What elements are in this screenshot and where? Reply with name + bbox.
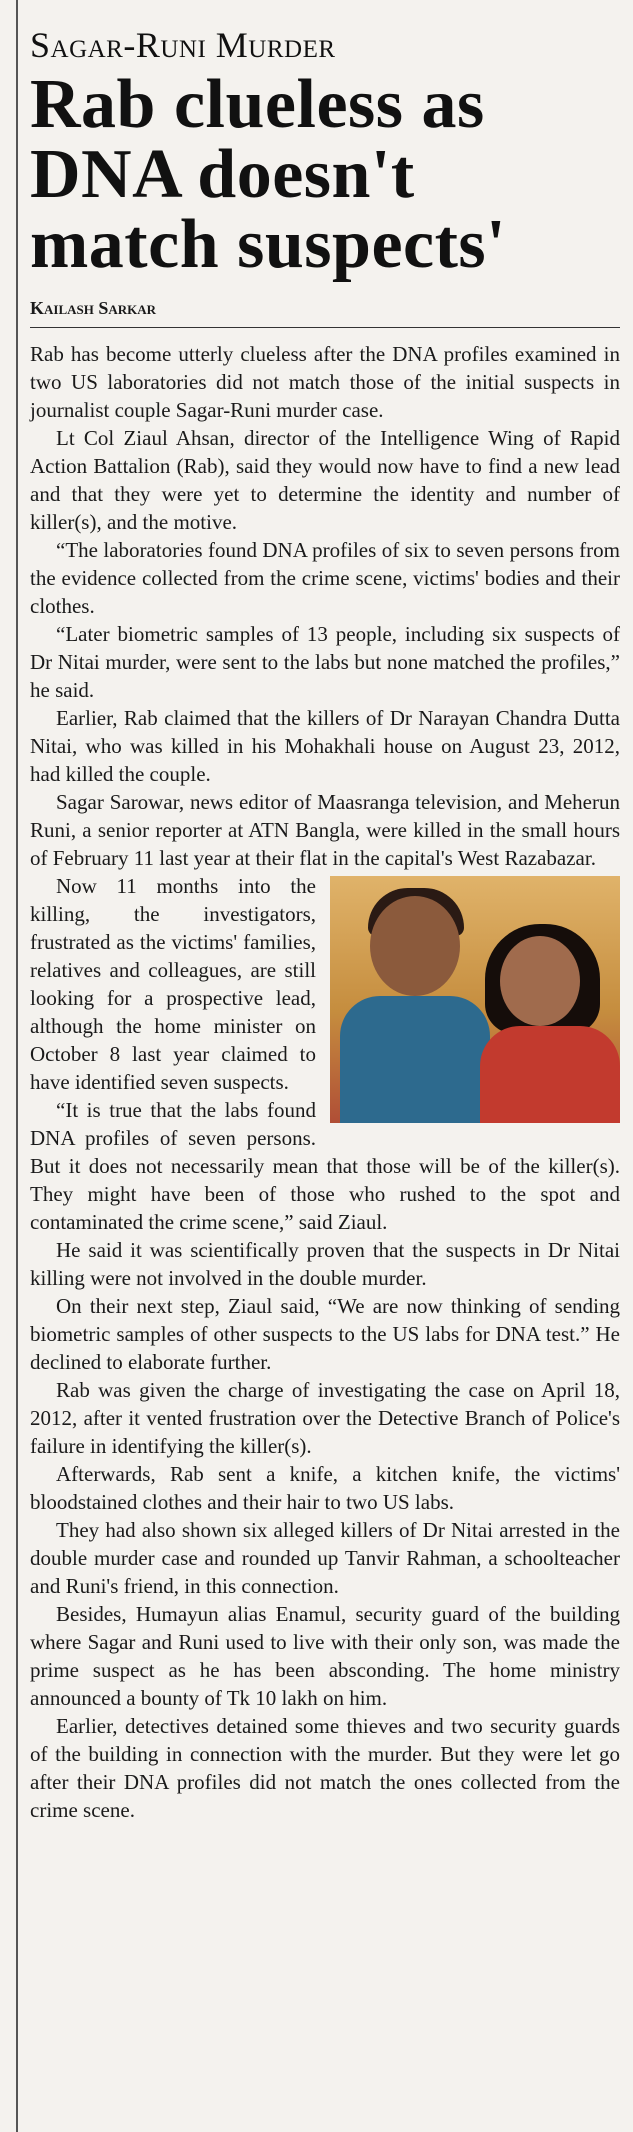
paragraph: Rab was given the charge of investigating the case on April 18, 2012, after it vented frustration over the Detective Branch of Police's failure in identifying the killer(s). <box>30 1378 620 1458</box>
paragraph: “It is true that the labs found DNA profiles of seven persons. But it does not necessarily mean that those will be of the killer(s). They might have been of those who rushed to the spot and contaminated the crime scene,” said Ziaul. <box>30 1098 620 1234</box>
paragraph: “Later biometric samples of 13 people, including six suspects of Dr Nitai murder, were sent to the labs but none matched the profiles,” he said. <box>30 622 620 702</box>
article-headline: Rab clueless as DNA doesn't match suspects' <box>30 66 507 283</box>
paragraph: Sagar Sarowar, news editor of Maasranga television, and Meherun Runi, a senior reporter at ATN Bangla, were killed in the small hours of February 11 last year at their flat in the capital's West Razabazar. <box>30 790 620 870</box>
paragraph: Rab has become utterly clueless after the DNA profiles examined in two US laboratories did not match those of the initial suspects in journalist couple Sagar-Runi murder case. <box>30 342 620 422</box>
article-kicker: Sagar-Runi Murder <box>30 25 336 65</box>
paragraph: Earlier, Rab claimed that the killers of Dr Narayan Chandra Dutta Nitai, who was killed in his Mohakhali house on August 23, 2012, had killed the couple. <box>30 706 620 786</box>
couple-photo-icon <box>330 876 620 1123</box>
column-rule <box>16 0 18 2132</box>
paragraph: Besides, Humayun alias Enamul, security guard of the building where Sagar and Runi used to live with their only son, was made the prime suspect as he has been absconding. The home ministry announced a bounty of Tk 10 lakh on him. <box>30 1602 620 1710</box>
paragraph: He said it was scientifically proven that the suspects in Dr Nitai killing were not involved in the double murder. <box>30 1238 620 1290</box>
article-byline: Kailash Sarkar <box>30 298 157 318</box>
paragraph: “The laboratories found DNA profiles of six to seven persons from the evidence collected from the crime scene, victims' bodies and their clothes. <box>30 538 620 618</box>
divider <box>30 327 620 328</box>
article-body <box>30 340 620 1824</box>
paragraph: They had also shown six alleged killers of Dr Nitai arrested in the double murder case and rounded up Tanvir Rahman, a schoolteacher and Runi's friend, in this connection. <box>30 1518 620 1598</box>
article <box>30 18 620 1824</box>
paragraph: Now 11 months into the killing, the investigators, frustrated as the victims' families, relatives and colleagues, are still looking for a prospective lead, although the home minister on October 8 last year claimed to have identified seven suspects. <box>30 874 316 1094</box>
paragraph: Earlier, detectives detained some thieves and two security guards of the building in connection with the murder. But they were let go after their DNA profiles did not match the ones collected from the crime scene. <box>30 1714 620 1822</box>
paragraph: Afterwards, Rab sent a knife, a kitchen knife, the victims' bloodstained clothes and their hair to two US labs. <box>30 1462 620 1514</box>
paragraph: Lt Col Ziaul Ahsan, director of the Intelligence Wing of Rapid Action Battalion (Rab), said they would now have to find a new lead and that they were yet to determine the identity and number of killer(s), and the motive. <box>30 426 620 534</box>
paragraph: On their next step, Ziaul said, “We are now thinking of sending biometric samples of other suspects to the US labs for DNA test.” He declined to elaborate further. <box>30 1294 620 1374</box>
